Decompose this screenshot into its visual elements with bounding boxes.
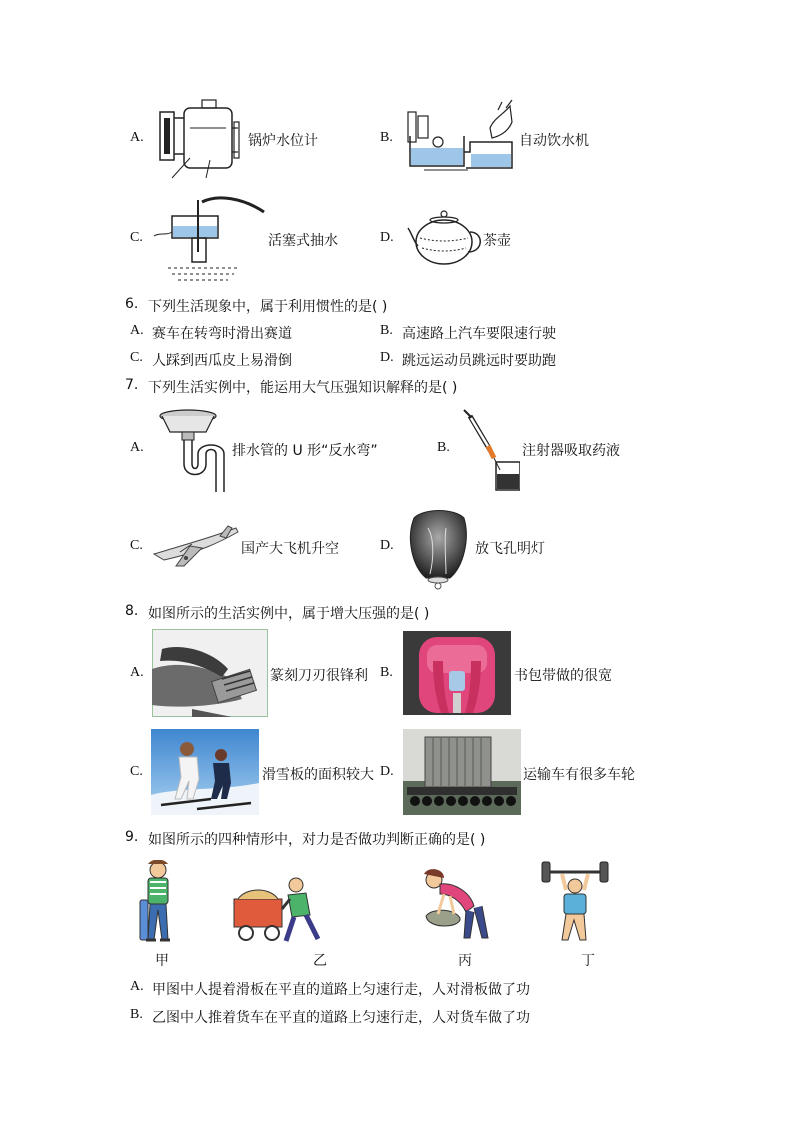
boiler-gauge-picture [150, 98, 246, 180]
option-text: 书包带做的很宽 [514, 668, 612, 684]
option-letter: B. [437, 440, 450, 455]
option-letter: D. [380, 350, 394, 365]
option-text: 乙图中人推着货车在平直的道路上匀速行走，人对货车做了功 [152, 1010, 530, 1026]
option-text: 自动饮水机 [519, 133, 589, 149]
skiing-photo [151, 729, 259, 815]
option-text: 跳远运动员跳远时要助跑 [402, 353, 556, 369]
figure-label: 丙 [458, 953, 472, 969]
option-text: 注射器吸取药液 [522, 443, 620, 459]
option-text: 活塞式抽水 [268, 233, 338, 249]
option-letter: A. [130, 130, 144, 145]
question-stem: 下列生活实例中，能运用大气压强知识解释的是( ) [148, 380, 458, 396]
option-text: 甲图中人提着滑板在平直的道路上匀速行走，人对滑板做了功 [152, 982, 530, 998]
question-number: 8. [125, 603, 139, 619]
option-letter: B. [130, 1007, 143, 1022]
option-text: 篆刻刀刃很锋利 [270, 668, 368, 684]
option-letter: B. [380, 323, 393, 338]
figure-label: 乙 [313, 953, 327, 969]
option-text: 运输车有很多车轮 [523, 767, 635, 783]
option-text: 锅炉水位计 [248, 133, 318, 149]
option-letter: A. [130, 440, 144, 455]
question-stem: 如图所示的生活实例中，属于增大压强的是( ) [148, 606, 430, 622]
transport-truck-photo [403, 729, 521, 815]
option-letter: B. [380, 130, 393, 145]
option-letter: A. [130, 323, 144, 338]
option-letter: D. [380, 230, 394, 245]
question-number: 9. [125, 829, 139, 845]
figure-yi-person-pushing-cart [230, 873, 326, 945]
figure-bing-person-lifting-rock [410, 866, 494, 946]
option-letter: A. [130, 979, 144, 994]
teapot-picture [402, 206, 484, 272]
option-letter: C. [130, 764, 143, 779]
piston-pump-picture [148, 192, 268, 282]
figure-label: 丁 [581, 953, 595, 969]
drain-trap-picture [156, 408, 228, 494]
option-letter: B. [380, 665, 393, 680]
option-text: 人踩到西瓜皮上易滑倒 [152, 353, 292, 369]
question-stem: 下列生活现象中，属于利用惯性的是( ) [148, 299, 388, 315]
option-letter: D. [380, 538, 394, 553]
option-letter: A. [130, 665, 144, 680]
option-text: 高速路上汽车要限速行驶 [402, 326, 556, 342]
carving-knife-photo [152, 629, 268, 717]
option-letter: C. [130, 538, 143, 553]
sky-lantern-picture [404, 508, 470, 590]
auto-water-trough-picture [404, 98, 518, 176]
option-text: 赛车在转弯时滑出赛道 [152, 326, 292, 342]
option-text: 滑雪板的面积较大 [262, 767, 374, 783]
syringe-picture [460, 406, 520, 492]
option-letter: C. [130, 350, 143, 365]
airplane-picture [150, 524, 240, 568]
question-stem: 如图所示的四种情形中，对力是否做功判断正确的是( ) [148, 832, 486, 848]
question-number: 7. [125, 377, 139, 393]
figure-jia-person-carrying-skateboard [138, 860, 178, 950]
option-letter: C. [130, 230, 143, 245]
question-number: 6. [125, 296, 139, 312]
figure-label: 甲 [155, 953, 169, 969]
option-text: 排水管的 U 形“反水弯” [232, 443, 378, 459]
option-text: 放飞孔明灯 [475, 541, 545, 557]
option-letter: D. [380, 764, 394, 779]
backpack-photo [403, 631, 511, 715]
option-text: 国产大飞机升空 [241, 541, 339, 557]
figure-ding-person-holding-barbell [540, 860, 610, 946]
option-text: 茶壶 [483, 233, 511, 249]
